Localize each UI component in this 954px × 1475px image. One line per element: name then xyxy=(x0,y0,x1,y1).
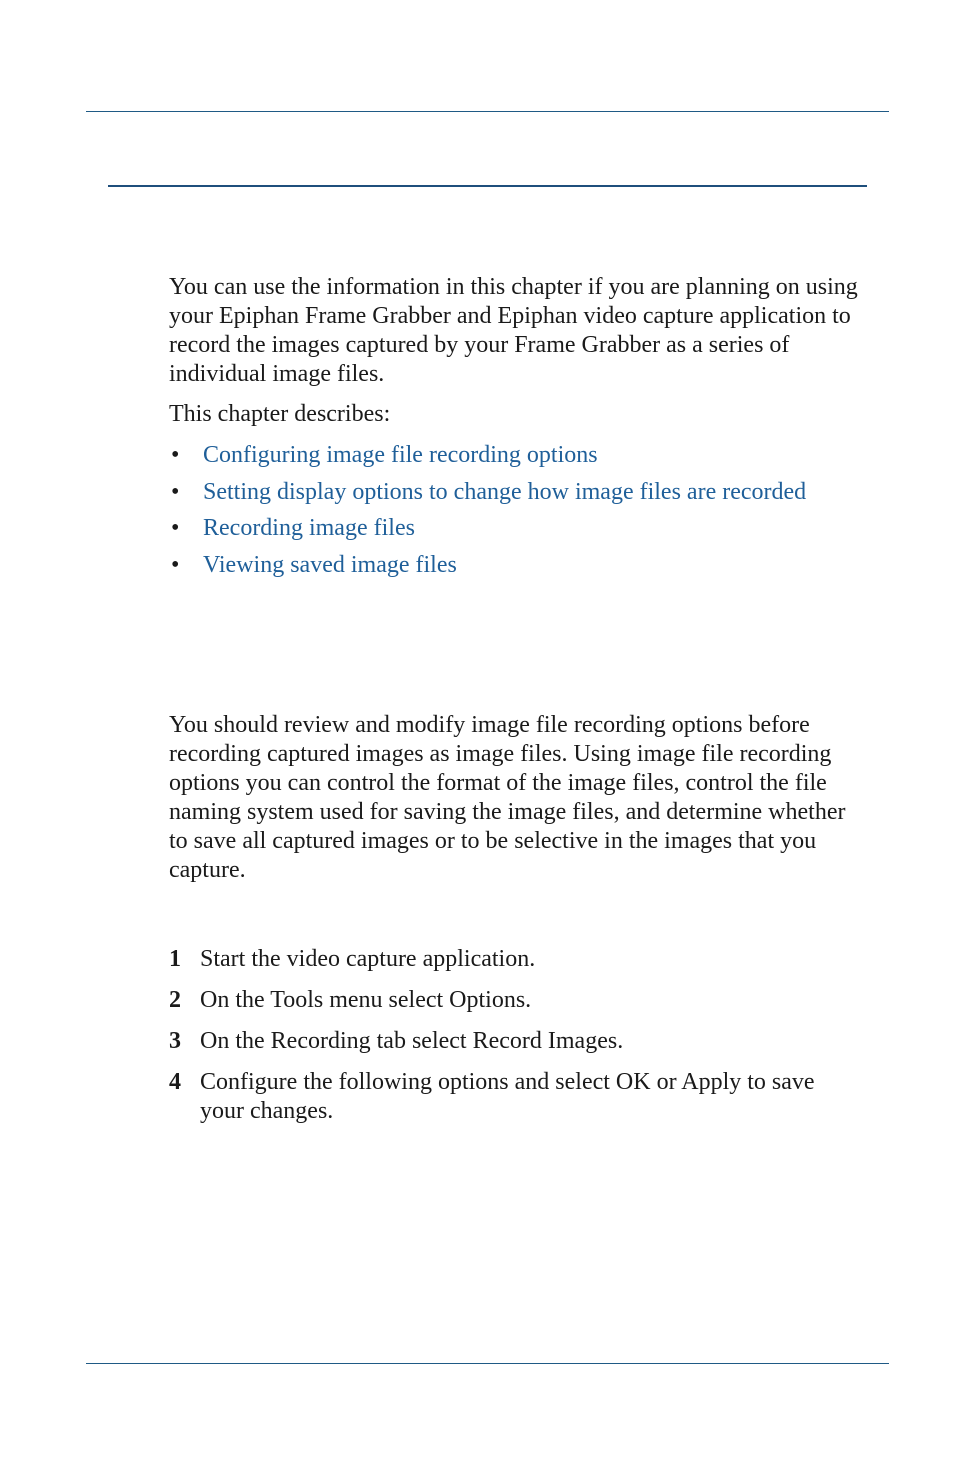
procedure-steps xyxy=(169,945,869,1138)
link-setting-display-options[interactable]: Setting display options to change how image files are recorded xyxy=(203,478,807,505)
step-text: Configure the following options and select OK or Apply to save your changes. xyxy=(200,1069,815,1124)
procedure-step xyxy=(169,945,869,974)
intro-paragraph: You can use the information in this chapter if you are planning on using your Epiphan Frame Grabber and Epiphan video capture application to record the images captured by your Frame Grabber as a series of individual image files. xyxy=(169,274,858,387)
bullet-icon: • xyxy=(171,442,180,468)
chapter-topics-list xyxy=(169,441,889,587)
step-text: Start the video capture application. xyxy=(200,946,536,972)
procedure-step xyxy=(169,1068,869,1126)
header-rule xyxy=(86,111,889,112)
procedure-step xyxy=(169,1027,869,1056)
step-number: 3 xyxy=(169,1028,181,1054)
bullet-icon: • xyxy=(171,551,180,578)
list-item xyxy=(169,551,889,588)
step-text: On the Tools menu select Options. xyxy=(200,987,532,1013)
list-item xyxy=(169,514,889,551)
bullet-icon: • xyxy=(171,478,180,505)
chapter-describes-label: This chapter describes: xyxy=(169,401,391,427)
review-options-paragraph: You should review and modify image file recording options before recording captured images as image files. Using image file recording options you can control the format of the image files, control the file naming system used for saving the image files, and determine whether to save all captured images or to be selective in the images that you capture. xyxy=(169,712,846,883)
step-number: 1 xyxy=(169,946,181,972)
list-item xyxy=(169,478,889,515)
step-number: 4 xyxy=(169,1069,181,1095)
step-number: 2 xyxy=(169,987,181,1013)
procedure-step xyxy=(169,986,869,1015)
chapter-title-rule xyxy=(108,185,867,187)
link-recording-image-files[interactable]: Recording image files xyxy=(203,515,415,541)
list-item xyxy=(169,441,889,478)
bullet-icon: • xyxy=(171,515,180,541)
link-configuring-image-file-recording-options[interactable]: Configuring image file recording options xyxy=(203,442,598,468)
step-text: On the Recording tab select Record Images. xyxy=(200,1028,624,1054)
footer-rule xyxy=(86,1363,889,1364)
link-viewing-saved-image-files[interactable]: Viewing saved image files xyxy=(203,551,457,578)
